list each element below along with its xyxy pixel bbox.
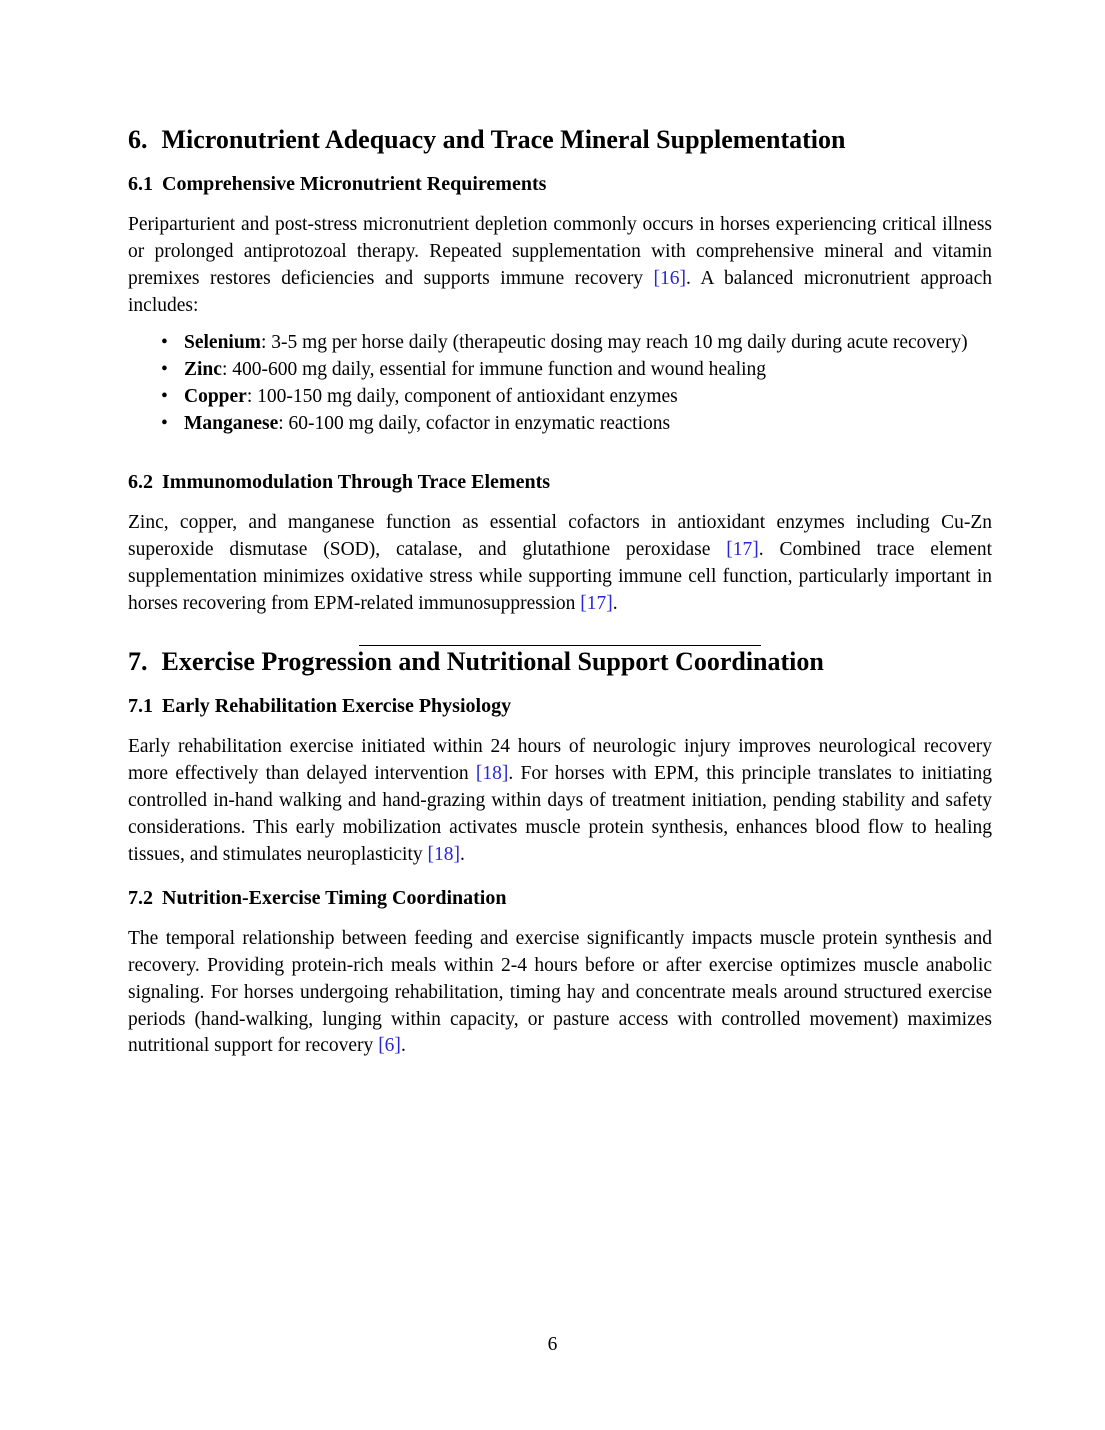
section-7-heading bbox=[128, 646, 992, 677]
subsection-6-1-title: Comprehensive Micronutrient Requirements bbox=[162, 173, 547, 196]
list-item-zinc bbox=[128, 357, 992, 384]
subsection-6-1-heading bbox=[128, 172, 992, 196]
bullet-text: : 60-100 mg daily, cofactor in enzymatic reactions bbox=[278, 412, 671, 434]
citation-link-16[interactable]: [16] bbox=[653, 268, 687, 289]
subsection-7-2-title: Nutrition-Exercise Timing Coordination bbox=[162, 886, 507, 909]
citation-link-18[interactable]: [18] bbox=[427, 843, 460, 865]
subsection-6-2-title: Immunomodulation Through Trace Elements bbox=[162, 471, 551, 494]
bullet-term: Zinc bbox=[184, 358, 222, 380]
paragraph-text: . bbox=[400, 1035, 406, 1057]
paragraph-7-2 bbox=[128, 926, 992, 1061]
paragraph-7-1 bbox=[128, 734, 992, 869]
bullet-term: Selenium bbox=[184, 331, 261, 353]
paragraph-text: The temporal relationship between feeding and exercise significantly impacts muscle protein synthesis and recovery. Providing protein-rich meals within 2-4 hours before or after exercise optimizes muscle anabolic signaling. For horses undergoing rehabilitation, timing hay and concentrate meals around structured exercise periods (hand-walking, lunging within capacity, or pasture access with controlled movement) maximizes nutritional support for recovery bbox=[128, 927, 992, 1057]
paragraph-text: Periparturient and post-stress micronutrient depletion commonly occurs in horses experiencing critical illness or prolonged antiprotozoal therapy. Repeated supplementation with comprehensive mineral and vitamin premixes restores deficiencies and supports immune recovery bbox=[128, 214, 992, 289]
subsection-6-1-number: 6.1 bbox=[128, 173, 153, 196]
subsection-6-2-heading bbox=[128, 470, 992, 494]
paragraph-6-1 bbox=[128, 212, 992, 320]
paragraph-text: . bbox=[460, 843, 465, 865]
paragraph-text: . For horses with EPM, this principle translates to initiating controlled in-hand walking and hand-grazing within days of treatment initiation, pending stability and safety considerations. This early mobilization activates muscle protein synthesis, enhances blood flow to healing tissues, and stimulates neuroplasticity bbox=[128, 763, 992, 865]
paragraph-text: Zinc, copper, and manganese function as essential cofactors in antioxidant enzymes including Cu-Zn superoxide dismutase (SOD), catalase, and glutathione peroxidase bbox=[128, 512, 992, 561]
list-item-copper bbox=[128, 384, 992, 411]
subsection-7-1-number: 7.1 bbox=[128, 695, 153, 718]
bullet-text: : 100-150 mg daily, component of antioxidant enzymes bbox=[246, 385, 678, 407]
citation-link-17[interactable]: [17] bbox=[726, 539, 759, 561]
section-6-title: Micronutrient Adequacy and Trace Mineral Supplementation bbox=[161, 125, 846, 154]
paragraph-6-2 bbox=[128, 510, 992, 618]
page-footer bbox=[0, 1334, 1105, 1356]
subsection-7-1-title: Early Rehabilitation Exercise Physiology bbox=[162, 695, 512, 718]
citation-link-17[interactable]: [17] bbox=[580, 593, 613, 615]
page-number: 6 bbox=[547, 1334, 558, 1355]
list-item-manganese bbox=[128, 411, 992, 438]
section-7-number: 7. bbox=[128, 647, 148, 677]
section-6-heading bbox=[128, 124, 992, 155]
subsection-6-2-number: 6.2 bbox=[128, 471, 153, 494]
citation-link-18[interactable]: [18] bbox=[475, 763, 509, 785]
section-6-number: 6. bbox=[128, 125, 148, 154]
list-item-selenium bbox=[128, 330, 992, 357]
subsection-7-2-heading bbox=[128, 886, 992, 910]
citation-link-6[interactable]: [6] bbox=[378, 1035, 401, 1057]
bullet-term: Copper bbox=[184, 385, 247, 407]
subsection-7-1-heading bbox=[128, 694, 992, 718]
paragraph-text: . Combined trace element supplementation minimizes oxidative stress while supporting immune cell function, particularly important in horses recovering from EPM-related immunosuppression bbox=[128, 539, 992, 615]
paragraph-text: . A balanced micronutrient approach includes: bbox=[128, 268, 992, 316]
subsection-7-2-number: 7.2 bbox=[128, 886, 153, 909]
bullet-term: Manganese bbox=[184, 412, 279, 434]
section-7-title: Exercise Progression and Nutritional Support Coordination bbox=[161, 647, 824, 677]
micronutrient-list bbox=[128, 330, 992, 438]
paragraph-text: . bbox=[612, 593, 618, 615]
bullet-text: : 400-600 mg daily, essential for immune function and wound healing bbox=[221, 358, 767, 380]
paragraph-text: Early rehabilitation exercise initiated within 24 hours of neurologic injury improves neurological recovery more effectively than delayed intervention bbox=[128, 736, 992, 785]
page-content bbox=[128, 124, 992, 1060]
bullet-text: : 3-5 mg per horse daily (therapeutic dosing may reach 10 mg daily during acute recovery) bbox=[260, 331, 968, 353]
